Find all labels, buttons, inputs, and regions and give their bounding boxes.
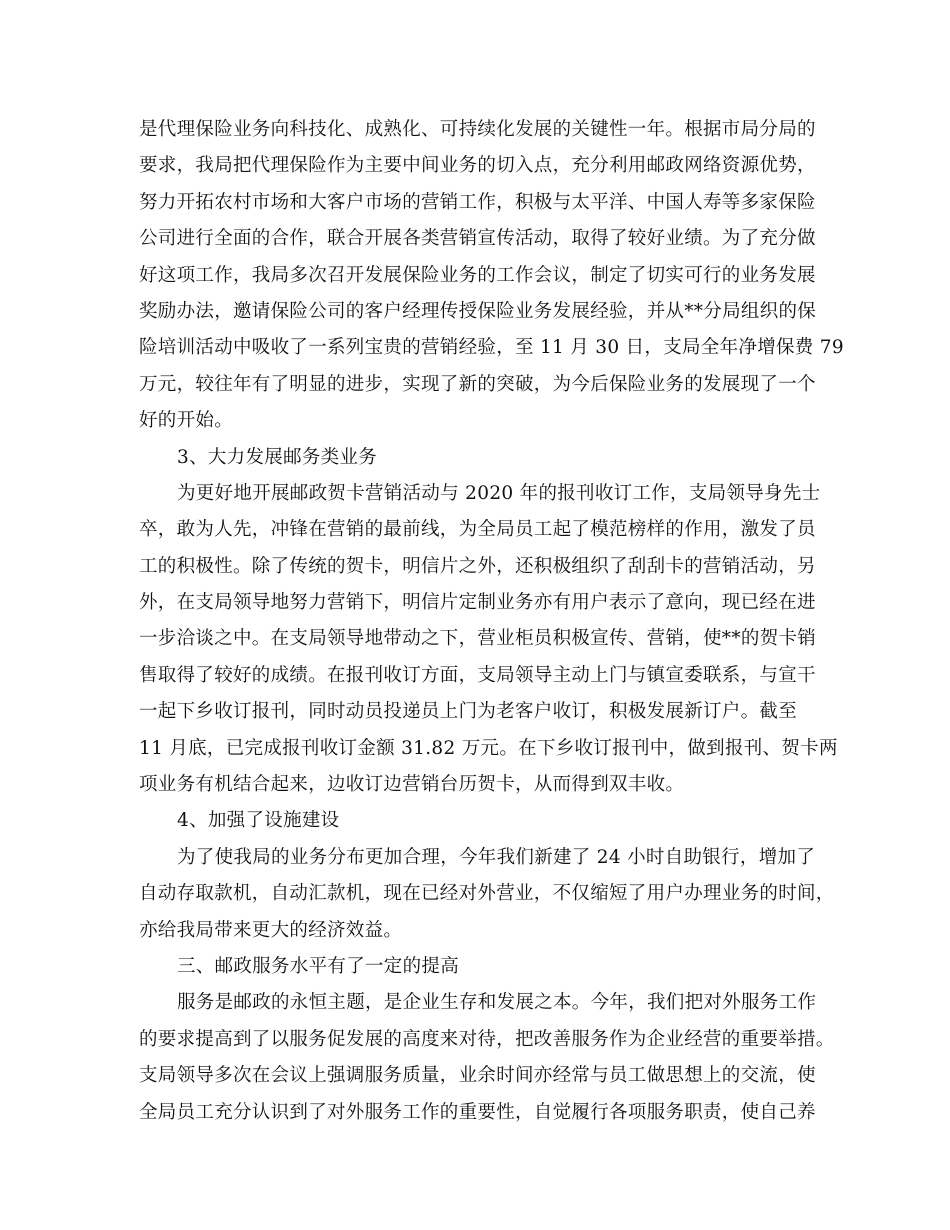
text-line: 工的积极性。除了传统的贺卡，明信片之外，还积极组织了刮刮卡的营销活动，另 <box>139 555 816 577</box>
text-line: 支局领导多次在会议上强调服务质量，业余时间亦经常与员工做思想上的交流，使 <box>139 1065 816 1087</box>
text-line: 为更好地开展邮政贺卡营销活动与 2020 年的报刊收订工作，支局领导身先士 <box>177 482 821 504</box>
text-line: 亦给我局带来更大的经济效益。 <box>139 919 403 941</box>
section-heading: 3、大力发展邮务类业务 <box>177 446 378 468</box>
text-line: 项业务有机结合起来，边收订边营销台历贺卡，从而得到双丰收。 <box>139 774 685 796</box>
text-line: 一步洽谈之中。在支局领导地带动之下，营业柜员积极宣传、营销，使**的贺卡销 <box>139 628 817 650</box>
text-line: 一起下乡收订报刊，同时动员投递员上门为老客户收订，积极发展新订户。截至 <box>139 701 798 723</box>
text-line: 奖励办法，邀请保险公司的客户经理传授保险业务发展经验，并从**分局组织的保 <box>139 300 817 322</box>
text-line: 的要求提高到了以服务促发展的高度来对待，把改善服务作为企业经营的重要举措。 <box>139 1028 835 1050</box>
section-heading: 4、加强了设施建设 <box>177 810 340 832</box>
text-line: 自动存取款机，自动汇款机，现在已经对外营业，不仅缩短了用户办理业务的时间， <box>139 883 835 905</box>
text-line: 险培训活动中吸收了一系列宝贵的营销经验，至 11 月 30 日，支局全年净增保费 79 <box>139 337 844 359</box>
text-line: 为了使我局的业务分布更加合理，今年我们新建了 24 小时自助银行，增加了 <box>177 846 816 868</box>
text-line: 售取得了较好的成绩。在报刊收订方面，支局领导主动上门与镇宣委联系，与宣干 <box>139 664 816 686</box>
text-line: 是代理保险业务向科技化、成熟化、可持续化发展的关键性一年。根据市局分局的 <box>139 119 816 140</box>
text-line: 卒，敢为人先，冲锋在营销的最前线，为全局员工起了模范榜样的作用，激发了员 <box>139 519 816 541</box>
text-line: 万元，较往年有了明显的进步，实现了新的突破，为今后保险业务的发展现了一个 <box>139 373 816 395</box>
text-line: 全局员工充分认识到了对外服务工作的重要性，自觉履行各项服务职责，使自己养 <box>139 1101 816 1123</box>
section-heading: 三、邮政服务水平有了一定的提高 <box>177 955 460 977</box>
document-body <box>139 112 844 1131</box>
text-line: 好这项工作，我局多次召开发展保险业务的工作会议，制定了切实可行的业务发展 <box>139 264 816 286</box>
text-line: 要求，我局把代理保险作为主要中间业务的切入点，充分利用邮政网络资源优势， <box>139 155 816 177</box>
text-line: 好的开始。 <box>139 410 234 432</box>
text-line: 11 月底，已完成报刊收订金额 31.82 万元。在下乡收订报刊中，做到报刊、贺卡两 <box>139 737 838 759</box>
text-line: 服务是邮政的永恒主题，是企业生存和发展之本。今年，我们把对外服务工作 <box>177 992 817 1014</box>
text-line: 努力开拓农村市场和大客户市场的营销工作，积极与太平洋、中国人寿等多家保险 <box>139 191 816 213</box>
text-line: 外，在支局领导地努力营销下，明信片定制业务亦有用户表示了意向，现已经在进 <box>139 592 816 614</box>
text-line: 公司进行全面的合作，联合开展各类营销宣传活动，取得了较好业绩。为了充分做 <box>139 228 816 250</box>
